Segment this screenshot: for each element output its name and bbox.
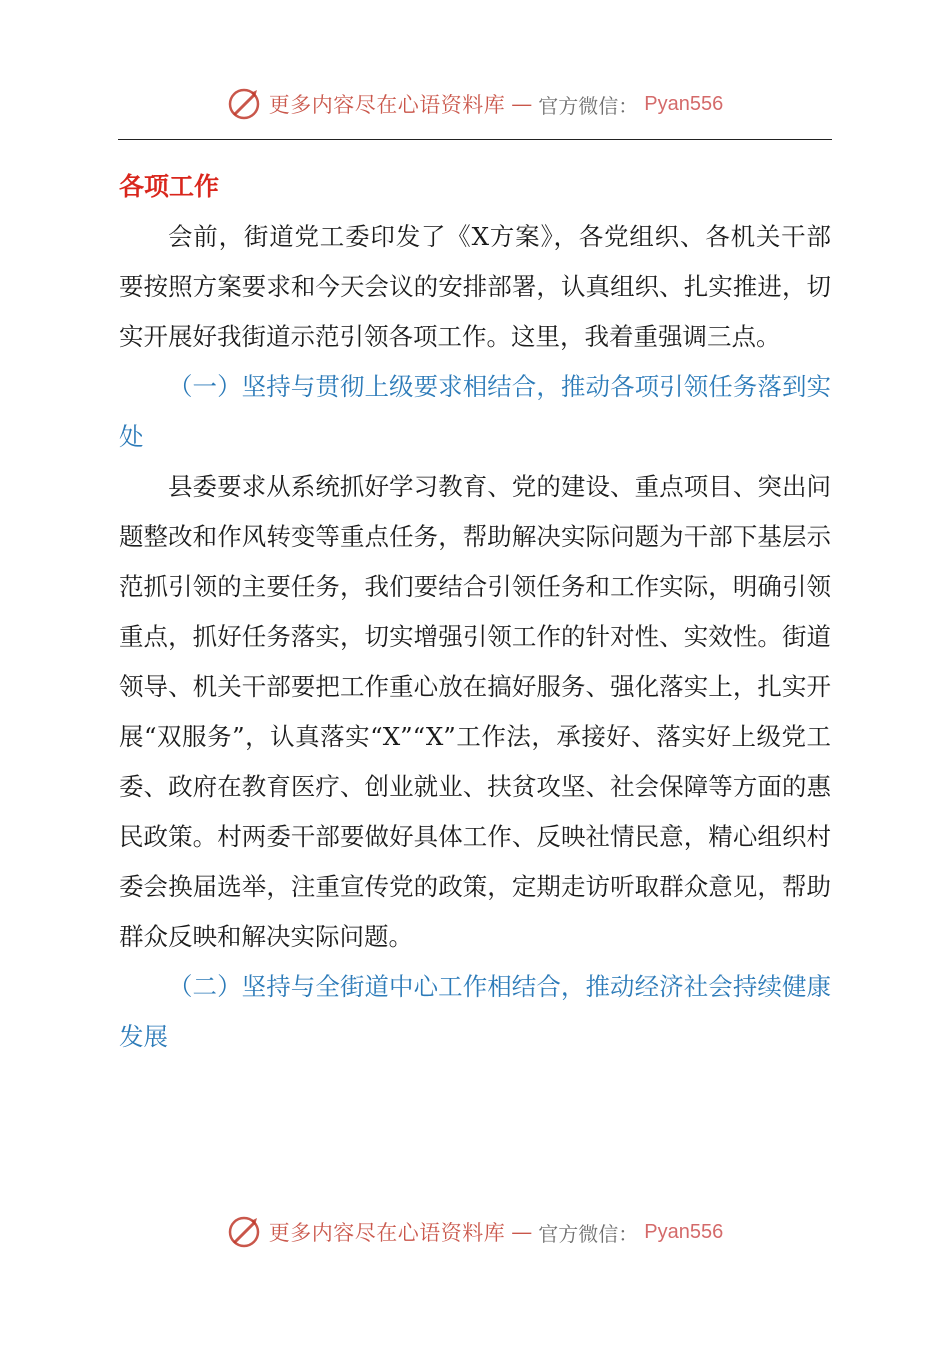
footer-watermark xyxy=(0,1212,950,1252)
watermark-label: 官方微信： xyxy=(538,93,639,118)
watermark-brand: 更多内容尽在心语资料库 xyxy=(268,1221,506,1245)
watermark xyxy=(227,86,723,122)
watermark-label: 官方微信： xyxy=(538,1221,639,1246)
watermark xyxy=(227,1214,723,1250)
paragraph-intro: 会前，街道党工委印发了《X方案》，各党组织、各机关干部要按照方案要求和今天会议的安排部署，认真组织、扎实推进，切实开展好我街道示范引领各项工作。这里，我着重强调三点。 xyxy=(119,222,831,351)
pen-logo-icon xyxy=(227,86,263,122)
subheading-2: （二）坚持与全街道中心工作相结合，推动经济社会持续健康发展 xyxy=(119,972,831,1051)
paragraph-body-1: 县委要求从系统抓好学习教育、党的建设、重点项目、突出问题整改和作风转变等重点任务，帮助解决实际问题为干部下基层示范抓引领的主要任务，我们要结合引领任务和工作实际，明确引领重点，抓好任务落实，切实增强引领工作的针对性、实效性。街道领导、机关干部要把工作重心放在搞好服务、强化落实上，扎实开展“双服务”，认真落实“X”“X”工作法，承接好、落实好上级党工委、政府在教育医疗、创业就业、扶贫攻坚、社会保障等方面的惠民政策。村两委干部要做好具体工作、反映社情民意，精心组织村委会换届选举，注重宣传党的政策，定期走访听取群众意见，帮助群众反映和解决实际问题。 xyxy=(119,472,831,951)
header-watermark xyxy=(0,84,950,124)
document-body xyxy=(119,162,831,1062)
subheading-1: （一）坚持与贯彻上级要求相结合，推动各项引领任务落到实处 xyxy=(119,372,831,451)
watermark-brand: 更多内容尽在心语资料库 xyxy=(268,93,506,117)
header-divider xyxy=(118,139,832,140)
pen-logo-icon xyxy=(227,1214,263,1250)
watermark-id: Pyan556 xyxy=(644,92,724,115)
watermark-separator: — xyxy=(511,92,533,116)
watermark-id: Pyan556 xyxy=(644,1220,724,1243)
section-title: 各项工作 xyxy=(119,172,220,201)
watermark-separator: — xyxy=(511,1220,533,1244)
